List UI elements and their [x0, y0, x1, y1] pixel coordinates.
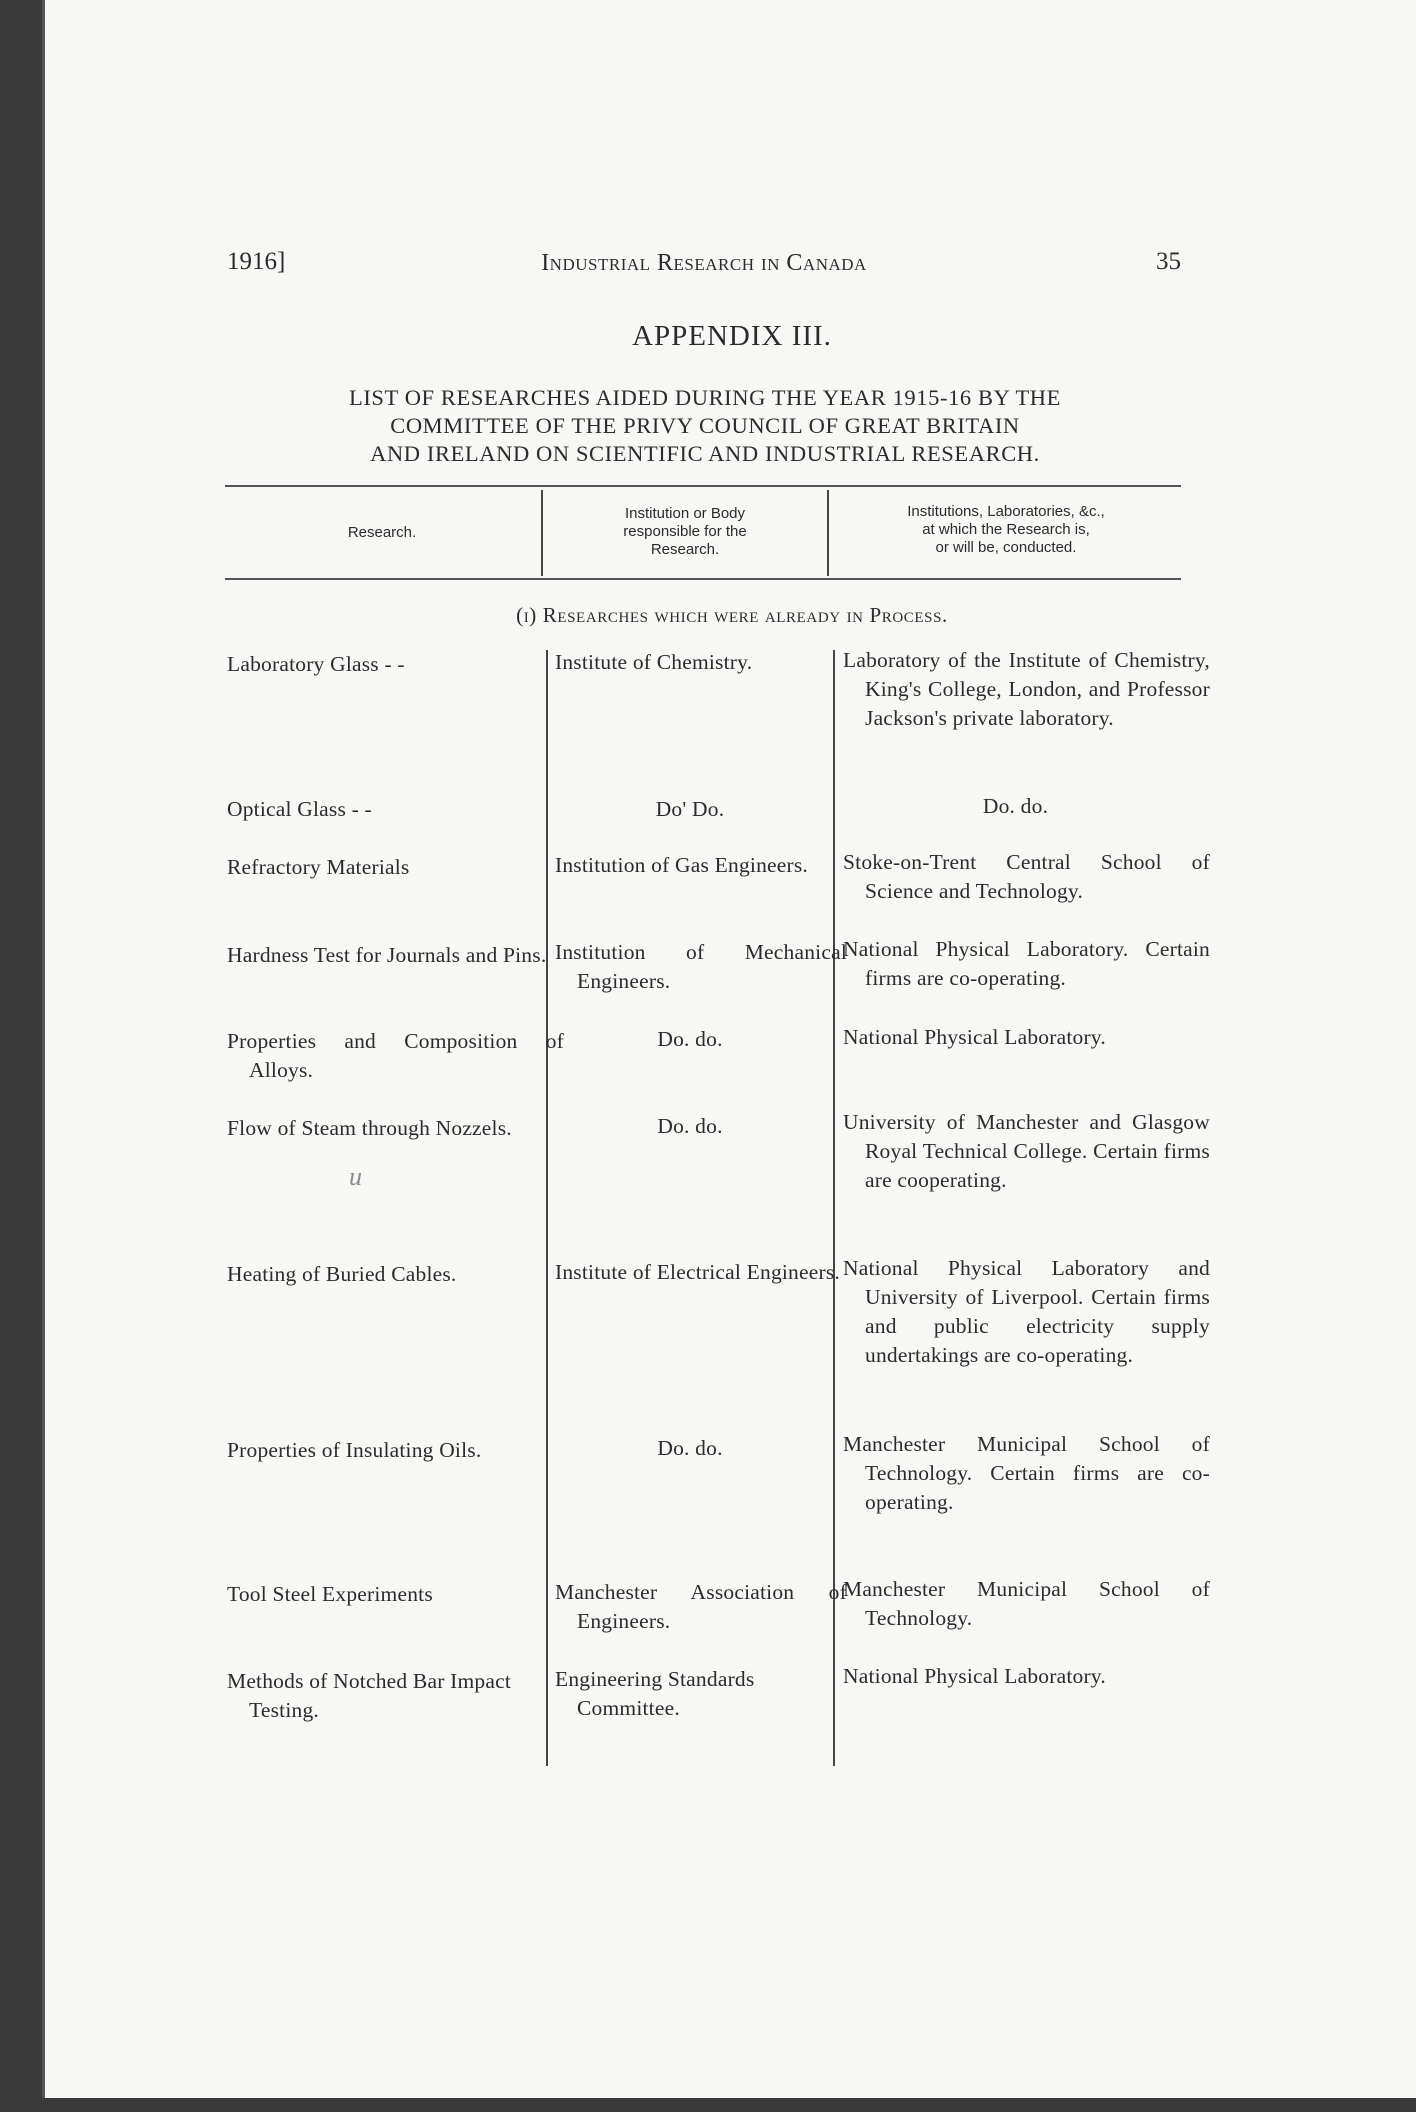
research-cell: Optical Glass - - [227, 797, 372, 821]
page-number: 35 [1156, 248, 1181, 275]
institution-cell: Manchester Association of Engineers. [555, 1580, 847, 1633]
location-cell: University of Manchester and Glasgow Royal Technical College. Certain firms are cooperating. [843, 1110, 1210, 1192]
table-top-rule [225, 485, 1181, 487]
subtitle-line: COMMITTEE OF THE PRIVY COUNCIL OF GREAT BRITAIN [390, 413, 1020, 438]
research-cell: Heating of Buried Cables. [227, 1262, 457, 1286]
location-cell: National Physical Laboratory. [843, 1025, 1106, 1049]
research-cell: Methods of Notched Bar Impact Testing. [227, 1669, 512, 1722]
institution-cell: Institution of Mechanical Engineers. [555, 940, 847, 993]
column-header-location: Institutions, Laboratories, &c., at which the Research is, or will be, conducted. [907, 503, 1105, 556]
institution-cell: Institute of Chemistry. [555, 650, 753, 674]
research-cell: Hardness Test for Journals and Pins. [227, 943, 547, 967]
pencil-annotation: u [349, 1162, 362, 1191]
institution-cell: Engineering Standards Committee. [555, 1667, 755, 1720]
location-cell: Stoke-on-Trent Central School of Science and Technology. [843, 850, 1210, 903]
table-header-rule [225, 578, 1181, 580]
institution-cell: Institute of Electrical Engineers. [555, 1260, 840, 1284]
running-head-year: 1916] [227, 248, 286, 275]
institution-cell: Do. do. [657, 1436, 723, 1460]
institution-cell: Do. do. [657, 1114, 723, 1138]
running-head [227, 248, 1181, 284]
running-head-title: Industrial Research in Canada [541, 250, 867, 276]
research-cell: Properties of Insulating Oils. [227, 1438, 482, 1462]
subtitle-line: LIST OF RESEARCHES AIDED DURING THE YEAR 1915-16 BY THE [349, 385, 1061, 410]
column-header-research: Research. [347, 524, 417, 541]
section-heading: (i) Researches which were already in Process. [516, 603, 948, 627]
location-cell: National Physical Laboratory. [843, 1664, 1106, 1688]
location-cell: Manchester Municipal School of Technology. [843, 1577, 1210, 1630]
research-cell: Tool Steel Experiments [227, 1582, 433, 1606]
header-divider [827, 490, 829, 576]
institution-cell: Institution of Gas Engineers. [555, 853, 809, 877]
research-cell: Flow of Steam through Nozzels. [227, 1116, 512, 1140]
institution-cell: Do' Do. [655, 797, 725, 821]
research-cell: Properties and Composition of Alloys. [227, 1029, 564, 1082]
header-divider [541, 490, 543, 576]
research-cell: Laboratory Glass - - [227, 652, 405, 676]
book-page [42, 0, 1416, 2098]
research-cell: Refractory Materials [227, 855, 410, 879]
column-header-institution: Institution or Body responsible for the Research. [623, 505, 747, 558]
institution-cell: Do. do. [657, 1027, 723, 1051]
location-cell: National Physical Laboratory. Certain firms are co-operating. [843, 937, 1210, 990]
location-cell: National Physical Laboratory and University of Liverpool. Certain firms and public electricity supply undertakings are co-operating. [843, 1256, 1210, 1367]
location-cell: Laboratory of the Institute of Chemistry, King's College, London, and Professor Jackson's private laboratory. [843, 648, 1210, 730]
list-subtitle [225, 384, 1185, 468]
appendix-title: APPENDIX III. [632, 320, 832, 352]
location-cell: Do. do. [982, 794, 1049, 818]
subtitle-line: AND IRELAND ON SCIENTIFIC AND INDUSTRIAL RESEARCH. [370, 441, 1040, 466]
location-cell: Manchester Municipal School of Technology. Certain firms are co-operating. [843, 1432, 1210, 1514]
